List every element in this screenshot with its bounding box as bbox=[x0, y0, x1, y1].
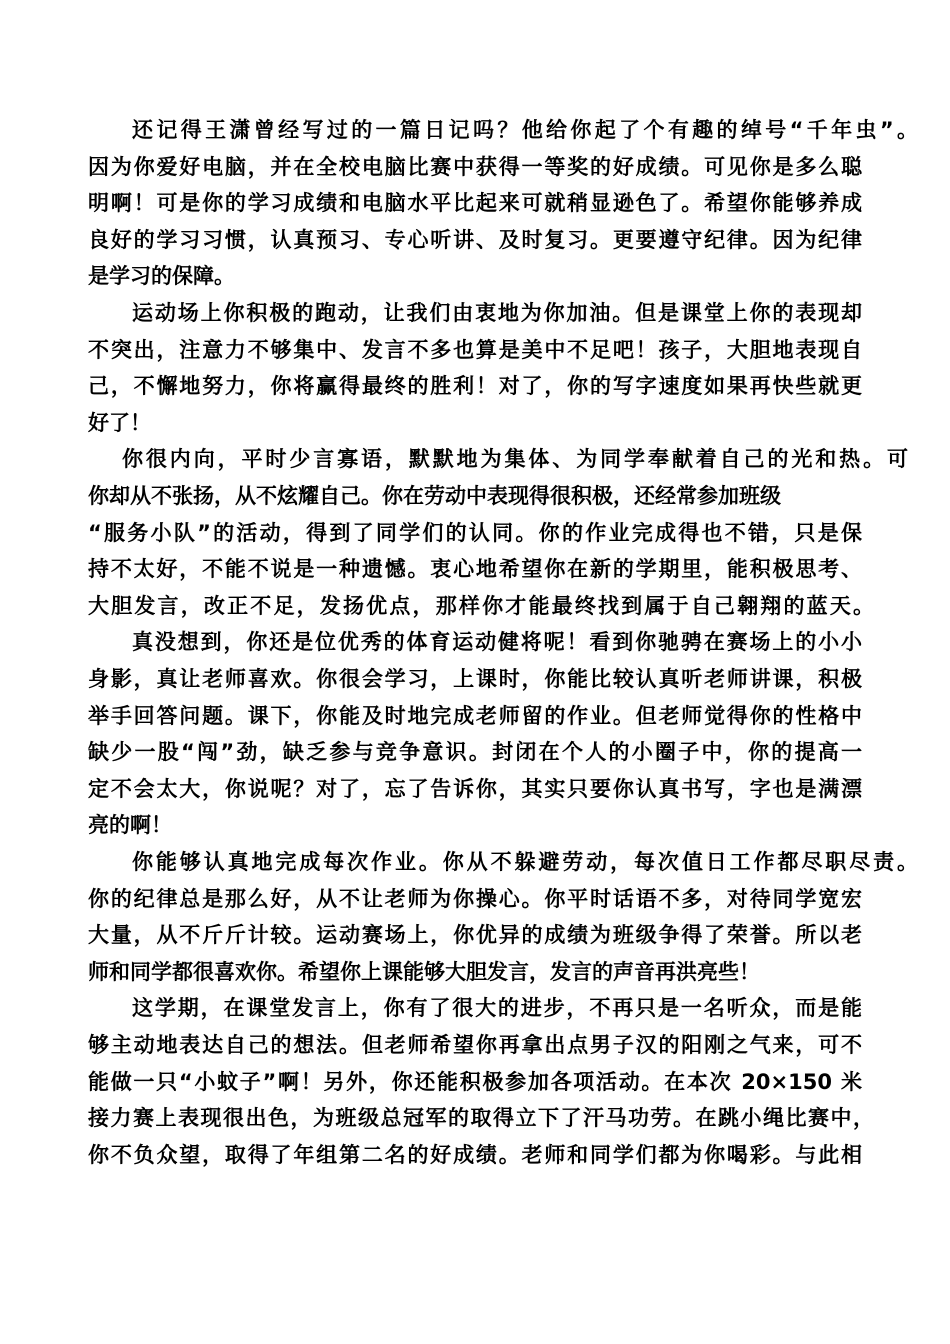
paragraph-1-line: 明啊！可是你的学习成绩和电脑水平比起来可就稍显逊色了。希望你能够养成 bbox=[88, 191, 862, 216]
paragraph-1-line: 良好的学习习惯，认真预习、专心听讲、及时复习。更要遵守纪律。因为纪律 bbox=[88, 227, 862, 252]
paragraph-2-line: 不突出，注意力不够集中、发言不多也算是美中不足吧！孩子，大胆地表现自 bbox=[88, 337, 862, 362]
paragraph-6-line: 够主动地表达自己的想法。但老师希望你再拿出点男子汉的阳刚之气来，可不 bbox=[88, 1033, 862, 1057]
paragraph-4-line: 真没想到，你还是位优秀的体育运动健将呢！看到你驰骋在赛场上的小小 bbox=[132, 630, 862, 655]
paragraph-4-line: 定不会太大，你说呢？对了，忘了告诉你，其实只要你认真书写，字也是满漂 bbox=[88, 776, 862, 801]
paragraph-5-line: 师和同学都很喜欢你。希望你上课能够大胆发言，发言的声音再洪亮些！ bbox=[88, 959, 760, 984]
paragraph-4-line: 缺少一股“闯”劲，缺乏参与竞争意识。封闭在个人的小圈子中，你的提高一 bbox=[88, 740, 862, 765]
paragraph-6-line: 能做一只“小蚊子”啊！另外，你还能积极参加各项活动。在本次 20×150 米 bbox=[88, 1069, 862, 1094]
paragraph-5-line: 大量，从不斤斤计较。运动赛场上，你优异的成绩为班级争得了荣誉。所以老 bbox=[88, 923, 862, 948]
paragraph-2-line: 好了！ bbox=[88, 410, 151, 435]
paragraph-5-line: 你的纪律总是那么好，从不让老师为你操心。你平时话语不多，对待同学宽宏 bbox=[88, 886, 862, 911]
paragraph-2-line: 运动场上你积极的跑动，让我们由衷地为你加油。但是课堂上你的表现却 bbox=[132, 301, 862, 325]
paragraph-4-line: 亮的啊！ bbox=[88, 813, 172, 838]
paragraph-4-line: 举手回答问题。课下，你能及时地完成老师留的作业。但老师觉得你的性格中 bbox=[88, 703, 862, 728]
paragraph-3-line: 你却从不张扬，从不炫耀自己。你在劳动中表现得很积极，还经常参加班级 bbox=[88, 484, 781, 508]
paragraph-1-line: 是学习的保障。 bbox=[88, 264, 235, 289]
paragraph-3-line: 大胆发言，改正不足，发扬优点，那样你才能最终找到属于自己翱翔的蓝天。 bbox=[88, 593, 874, 618]
paragraph-1-line: 还记得王潇曾经写过的一篇日记吗？他给你起了个有趣的绰号“千年虫”。 bbox=[132, 118, 918, 142]
paragraph-3-line: 持不太好，不能不说是一种遗憾。衷心地希望你在新的学期里，能积极思考、 bbox=[88, 557, 862, 582]
paragraph-3-line: “服务小队”的活动，得到了同学们的认同。你的作业完成得也不错，只是保 bbox=[88, 520, 862, 545]
paragraph-3-line: 你很内向，平时少言寡语，默默地为集体、为同学奉献着自己的光和热。可 bbox=[122, 447, 908, 472]
paragraph-6-line: 你不负众望，取得了年组第二名的好成绩。老师和同学们都为你喝彩。与此相 bbox=[88, 1142, 862, 1167]
paragraph-6-line: 这学期，在课堂发言上，你有了很大的进步，不再只是一名听众，而是能 bbox=[132, 996, 862, 1021]
paragraph-6-line: 接力赛上表现很出色，为班级总冠军的取得立下了汗马功劳。在跳小绳比赛中， bbox=[88, 1106, 874, 1131]
paragraph-2-line: 己，不懈地努力，你将赢得最终的胜利！对了，你的写字速度如果再快些就更 bbox=[88, 374, 862, 399]
paragraph-1-line: 因为你爱好电脑，并在全校电脑比赛中获得一等奖的好成绩。可见你是多么聪 bbox=[88, 154, 862, 179]
paragraph-5-line: 你能够认真地完成每次作业。你从不躲避劳动，每次值日工作都尽职尽责。 bbox=[132, 850, 918, 874]
paragraph-4-line: 身影，真让老师喜欢。你很会学习，上课时，你能比较认真听老师讲课，积极 bbox=[88, 667, 862, 691]
